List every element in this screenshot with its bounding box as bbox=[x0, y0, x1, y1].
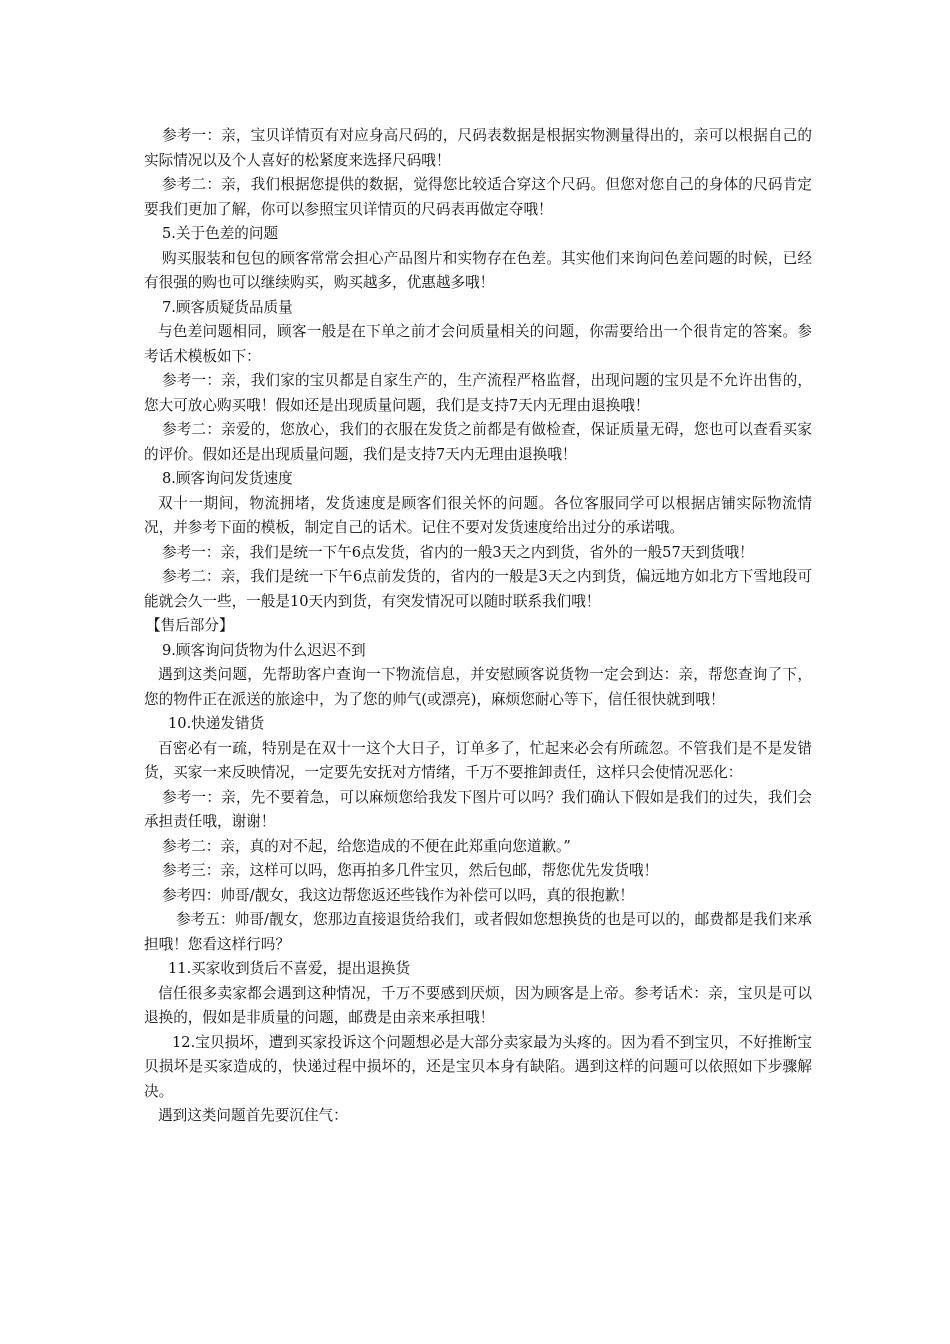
paragraph: 10.快递发错货 bbox=[168, 715, 265, 732]
paragraph: 11.买家收到货后不喜爱，提出退换货 bbox=[168, 960, 411, 977]
paragraph: 8.顾客询问发货速度 bbox=[162, 470, 293, 487]
paragraph: 遇到这类问题首先要沉住气： bbox=[158, 1107, 348, 1124]
paragraph: 参考一：亲，先不要着急，可以麻烦您给我发下图片可以吗？我们确认下假如是我们的过失，我们会承担责任哦，谢谢！ bbox=[144, 788, 812, 830]
paragraph: 百密必有一疏，特别是在双十一这个大日子，订单多了，忙起来必会有所疏忽。不管我们是不是发错货，买家一来反映情况，一定要先安抚对方情绪，千万不要推卸责任，这样只会使情况恶化： bbox=[144, 739, 812, 781]
paragraph: 9.顾客询问货物为什么迟迟不到 bbox=[162, 641, 366, 659]
paragraph: 参考二：亲爱的，您放心，我们的衣服在发货之前都是有做检查，保证质量无碍，您也可以查看买家的评价。假如还是出现质量问题，我们是支持7天内无理由退换哦！ bbox=[144, 421, 812, 463]
paragraph: 12.宝贝损坏，遭到买家投诉这个问题想必是大部分卖家最为头疼的。因为看不到宝贝，不好推断宝贝损坏是买家造成的，快递过程中损坏的，还是宝贝本身有缺陷。遇到这样的问题可以依照如下步骤解决。 bbox=[144, 1033, 812, 1100]
paragraph: 与色差问题相同，顾客一般是在下单之前才会问质量相关的问题，你需要给出一个很肯定的答案。参考话术模板如下： bbox=[144, 323, 812, 365]
paragraph: 参考四：帅哥/靓女，我这边帮您返还些钱作为补偿可以吗，真的很抱歉！ bbox=[162, 886, 634, 904]
paragraph: 双十一期间，物流拥堵，发货速度是顾客们很关怀的问题。各位客服同学可以根据店铺实际物流情况，并参考下面的模板，制定自己的话术。记住不要对发货速度给出过分的承诺哦。 bbox=[144, 494, 812, 536]
paragraph: 信任很多卖家都会遇到这种情况，千万不要感到厌烦，因为顾客是上帝。参考话术：亲，宝贝是可以退换的，假如是非质量的问题，邮费是由亲来承担哦！ bbox=[144, 984, 812, 1026]
paragraph: 参考一：亲，我们是统一下午6点发货，省内的一般3天之内到货，省外的一般57天到货哦！ bbox=[162, 543, 754, 561]
document-body bbox=[144, 124, 812, 1129]
paragraph: 【售后部分】 bbox=[146, 617, 234, 634]
paragraph: 购买服装和包包的顾客常常会担心产品图片和实物存在色差。其实他们来询问色差问题的时候，已经有很强的购也可以继续购买，购买越多，优惠越多哦！ bbox=[144, 249, 812, 291]
paragraph: 参考一：亲，我们家的宝贝都是自家生产的，生产流程严格监督，出现问题的宝贝是不允许出售的，您大可放心购买哦！假如还是出现质量问题，我们是支持7天内无理由退换哦！ bbox=[144, 372, 812, 414]
paragraph: 7.顾客质疑货品质量 bbox=[162, 298, 293, 316]
paragraph: 5.关于色差的问题 bbox=[162, 225, 279, 242]
paragraph: 参考五：帅哥/靓女，您那边直接退货给我们，或者假如您想换货的也是可以的，邮费都是我们来承担哦！您看这样行吗？ bbox=[144, 911, 812, 953]
paragraph: 参考二：亲，我们根据您提供的数据，觉得您比较适合穿这个尺码。但您对您自己的身体的尺码肯定要我们更加了解，你可以参照宝贝详情页的尺码表再做定夺哦！ bbox=[144, 176, 812, 218]
paragraph: 参考二：亲，我们是统一下午6点前发货的，省内的一般是3天之内到货，偏远地方如北方下雪地段可能就会久一些，一般是10天内到货，有突发情况可以随时联系我们哦！ bbox=[144, 568, 812, 610]
paragraph: 参考一：亲，宝贝详情页有对应身高尺码的，尺码表数据是根据实物测量得出的，亲可以根据自己的实际情况以及个人喜好的松紧度来选择尺码哦！ bbox=[144, 127, 812, 169]
paragraph: 参考二：亲，真的对不起，给您造成的不便在此郑重向您道歉。” bbox=[162, 837, 571, 855]
paragraph: 参考三：亲，这样可以吗，您再拍多几件宝贝，然后包邮，帮您优先发货哦！ bbox=[162, 862, 659, 879]
paragraph: 遇到这类问题，先帮助客户查询一下物流信息，并安慰顾客说货物一定会到达：亲，帮您查询了下，您的物件正在派送的旅途中，为了您的帅气(或漂亮)，麻烦您耐心等下，信任很快就到哦！ bbox=[144, 666, 812, 708]
